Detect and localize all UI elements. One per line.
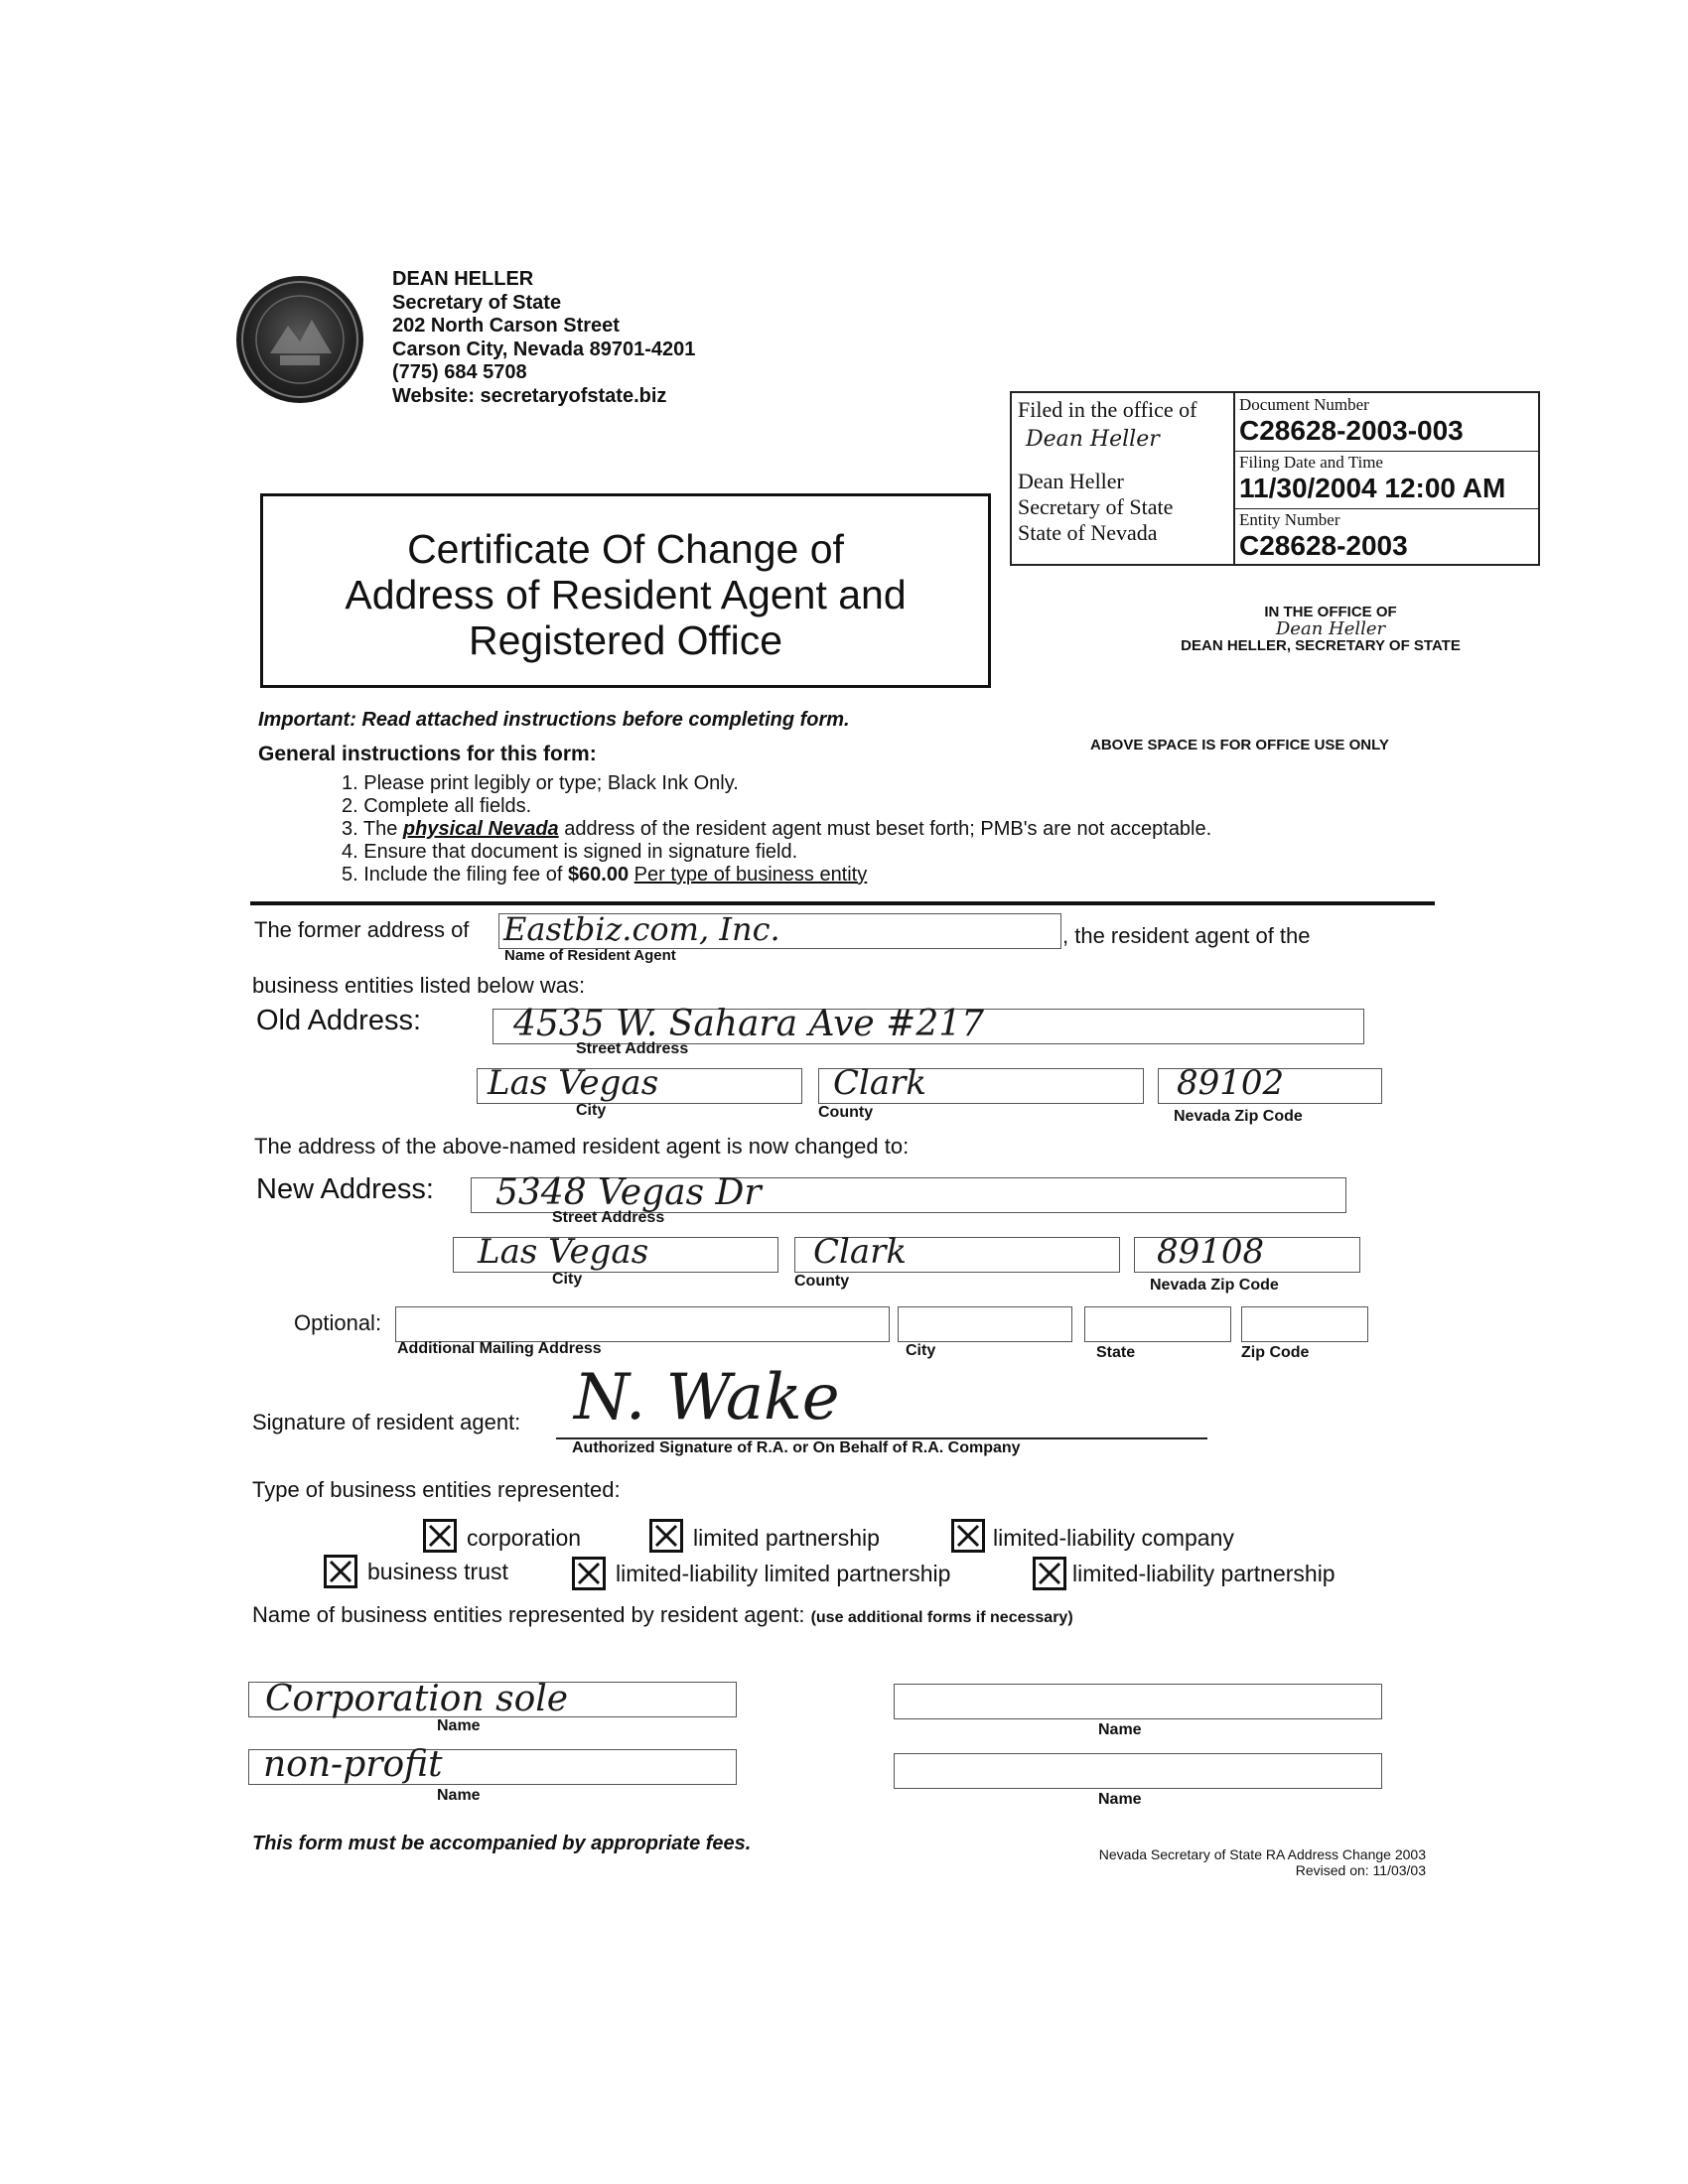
old-address-heading: Old Address: [256,1005,422,1036]
label-llp: limited-liability partnership [1072,1561,1336,1586]
entity-names-heading-text: Name of business entities represented by resident agent: [252,1602,805,1627]
physical-nevada-link: physical Nevada [402,818,559,840]
entity-name-value-1: Corporation sole [265,1679,569,1719]
form-title-line1: Certificate Of Change of [407,526,844,572]
new-city-field[interactable] [453,1232,778,1273]
new-county-label: County [794,1273,850,1290]
instruction-item-5: 5. Include the filing fee of $60.00 Per type of business entity [342,864,868,886]
mailing-address-field[interactable] [395,1306,890,1342]
instruction-item-1: 1. Please print legibly or type; Black Ink Only. [342,772,739,794]
stamp-line2: DEAN HELLER, SECRETARY OF STATE [1181,637,1461,654]
doc-number-label: Document Number [1239,395,1369,414]
entity-name-field-1[interactable] [248,1679,737,1719]
entity-name-label-1: Name [437,1717,481,1734]
instruction-item-3: 3. The physical Nevada address of the resident agent must beset forth; PMB's are not acceptable. [342,818,1212,840]
old-street-label: Street Address [576,1040,689,1057]
new-street-field[interactable] [471,1172,1346,1213]
filing-date-label: Filing Date and Time [1239,453,1383,472]
resident-agent-name-value: Eastbiz.com, Inc. [503,910,780,948]
form-id: Nevada Secretary of State RA Address Change 2003 [1098,1846,1426,1862]
old-zip-label: Nevada Zip Code [1174,1108,1303,1125]
new-city-label: City [552,1271,583,1288]
entity-number-label: Entity Number [1239,510,1340,529]
entity-types-heading: Type of business entities represented: [252,1477,621,1502]
old-county-label: County [818,1104,874,1121]
resident-agent-name-field[interactable] [498,910,1061,949]
new-county-value: Clark [813,1232,908,1272]
form-revised: Revised on: 11/03/03 [1295,1862,1426,1878]
former-address-prefix: The former address of [254,917,470,942]
important-note: Important: Read attached instructions before completing form. [258,709,850,731]
mailing-address-label: Additional Mailing Address [397,1340,602,1357]
new-zip-field[interactable] [1134,1232,1360,1273]
checkbox-llc[interactable] [951,1519,985,1553]
entity-number-value: C28628-2003 [1239,530,1408,561]
office-stamp [1182,604,1479,654]
new-county-field[interactable] [794,1232,1120,1273]
official-title: Secretary of State [392,291,562,314]
entity-name-field-2[interactable] [248,1744,737,1785]
mailing-zip-field[interactable] [1241,1306,1368,1342]
instruction-item-4: 4. Ensure that document is signed in signature field. [342,841,798,863]
form-title-line3: Registered Office [468,617,782,663]
old-city-value: Las Vegas [488,1063,659,1103]
mailing-state-field[interactable] [1084,1306,1231,1342]
entity-name-value-2: non-profit [263,1744,443,1785]
doc-number-value: C28628-2003-003 [1239,415,1464,446]
old-street-value: 4535 W. Sahara Ave #217 [513,1004,985,1044]
entity-name-label-2: Name [437,1787,481,1804]
label-lllp: limited-liability limited partnership [616,1561,951,1586]
office-city: Carson City, Nevada 89701-4201 [392,338,696,360]
checkbox-corporation[interactable] [423,1519,457,1553]
form-identifier [1092,1846,1426,1878]
form-title-box [260,493,991,688]
entity-name-label-4: Name [1098,1791,1142,1808]
entity-number-cell [1233,508,1538,564]
label-corporation: corporation [467,1525,582,1551]
old-city-field[interactable] [477,1063,802,1104]
seal-icon [236,276,363,403]
old-county-field[interactable] [818,1063,1144,1104]
state-seal [236,276,363,403]
stamp-line1: IN THE OFFICE OF [1264,604,1397,620]
filing-left-panel [1012,393,1235,564]
optional-heading: Optional: [294,1310,382,1335]
filing-date-value: 11/30/2004 12:00 AM [1239,473,1506,503]
label-llc: limited-liability company [993,1525,1234,1551]
old-city-label: City [576,1102,607,1119]
mailing-city-field[interactable] [898,1306,1072,1342]
filed-in-label: Filed in the office of [1018,397,1197,422]
fee-basis: Per type of business entity [633,864,868,886]
form-title-line2: Address of Resident Agent and [345,572,907,617]
fees-note: This form must be accompanied by appropriate fees. [252,1833,752,1854]
filing-official-name: Dean Heller [1018,469,1124,493]
signature-label: Signature of resident agent: [252,1410,521,1434]
new-address-heading: New Address: [256,1173,434,1205]
new-zip-value: 89108 [1157,1232,1265,1272]
filing-fee: $60.00 [567,864,630,886]
office-website[interactable]: Website: secretaryofstate.biz [392,384,667,407]
filing-date-cell [1233,451,1538,509]
new-city-value: Las Vegas [478,1232,649,1272]
instructions-list [342,772,1211,887]
stamp-signature: Dean Heller [1275,618,1386,639]
entity-names-heading [252,1602,1073,1628]
signature-caption: Authorized Signature of R.A. or On Behalf of R.A. Company [572,1439,1021,1456]
old-county-value: Clark [833,1063,927,1103]
new-street-label: Street Address [552,1209,665,1226]
filing-official-title: Secretary of State [1018,494,1174,519]
checkbox-limited-partnership[interactable] [649,1519,683,1553]
entity-name-field-3[interactable] [894,1684,1382,1719]
mailing-city-label: City [906,1342,936,1359]
checkbox-llp[interactable] [1033,1557,1066,1590]
doc-number-cell [1233,393,1538,452]
checkbox-business-trust[interactable] [324,1555,357,1588]
old-zip-field[interactable] [1158,1063,1382,1104]
label-limited-partnership: limited partnership [693,1525,880,1551]
office-address-block [392,268,695,408]
business-entities-intro: business entities listed below was: [252,973,586,998]
instruction-item-2: 2. Complete all fields. [342,795,532,817]
old-zip-value: 89102 [1177,1063,1285,1103]
office-street: 202 North Carson Street [392,315,620,337]
official-name: DEAN HELLER [392,268,534,290]
office-use-note: ABOVE SPACE IS FOR OFFICE USE ONLY [1090,737,1389,753]
entity-name-field-4[interactable] [894,1753,1382,1789]
resident-agent-name-label: Name of Resident Agent [504,947,676,964]
old-street-field[interactable] [492,1004,1364,1044]
office-phone: (775) 684 5708 [392,361,527,383]
filing-box [1010,391,1540,566]
section-divider [250,901,1435,905]
signature-value: N. Wake [574,1361,840,1434]
general-instructions-heading: General instructions for this form: [258,743,597,765]
resident-agent-suffix: , the resident agent of the [1062,923,1311,948]
filing-signature: Dean Heller [1026,427,1160,452]
filing-state: State of Nevada [1018,520,1158,545]
changed-address-text: The address of the above-named resident agent is now changed to: [254,1134,910,1159]
label-business-trust: business trust [367,1559,508,1584]
entity-names-note: (use additional forms if necessary) [810,1609,1073,1626]
checkbox-lllp[interactable] [572,1557,606,1590]
mailing-state-label: State [1096,1344,1136,1361]
entity-name-label-3: Name [1098,1721,1142,1738]
new-street-value: 5348 Vegas Dr [495,1172,762,1213]
new-zip-label: Nevada Zip Code [1150,1277,1279,1294]
mailing-zip-label: Zip Code [1241,1344,1310,1361]
